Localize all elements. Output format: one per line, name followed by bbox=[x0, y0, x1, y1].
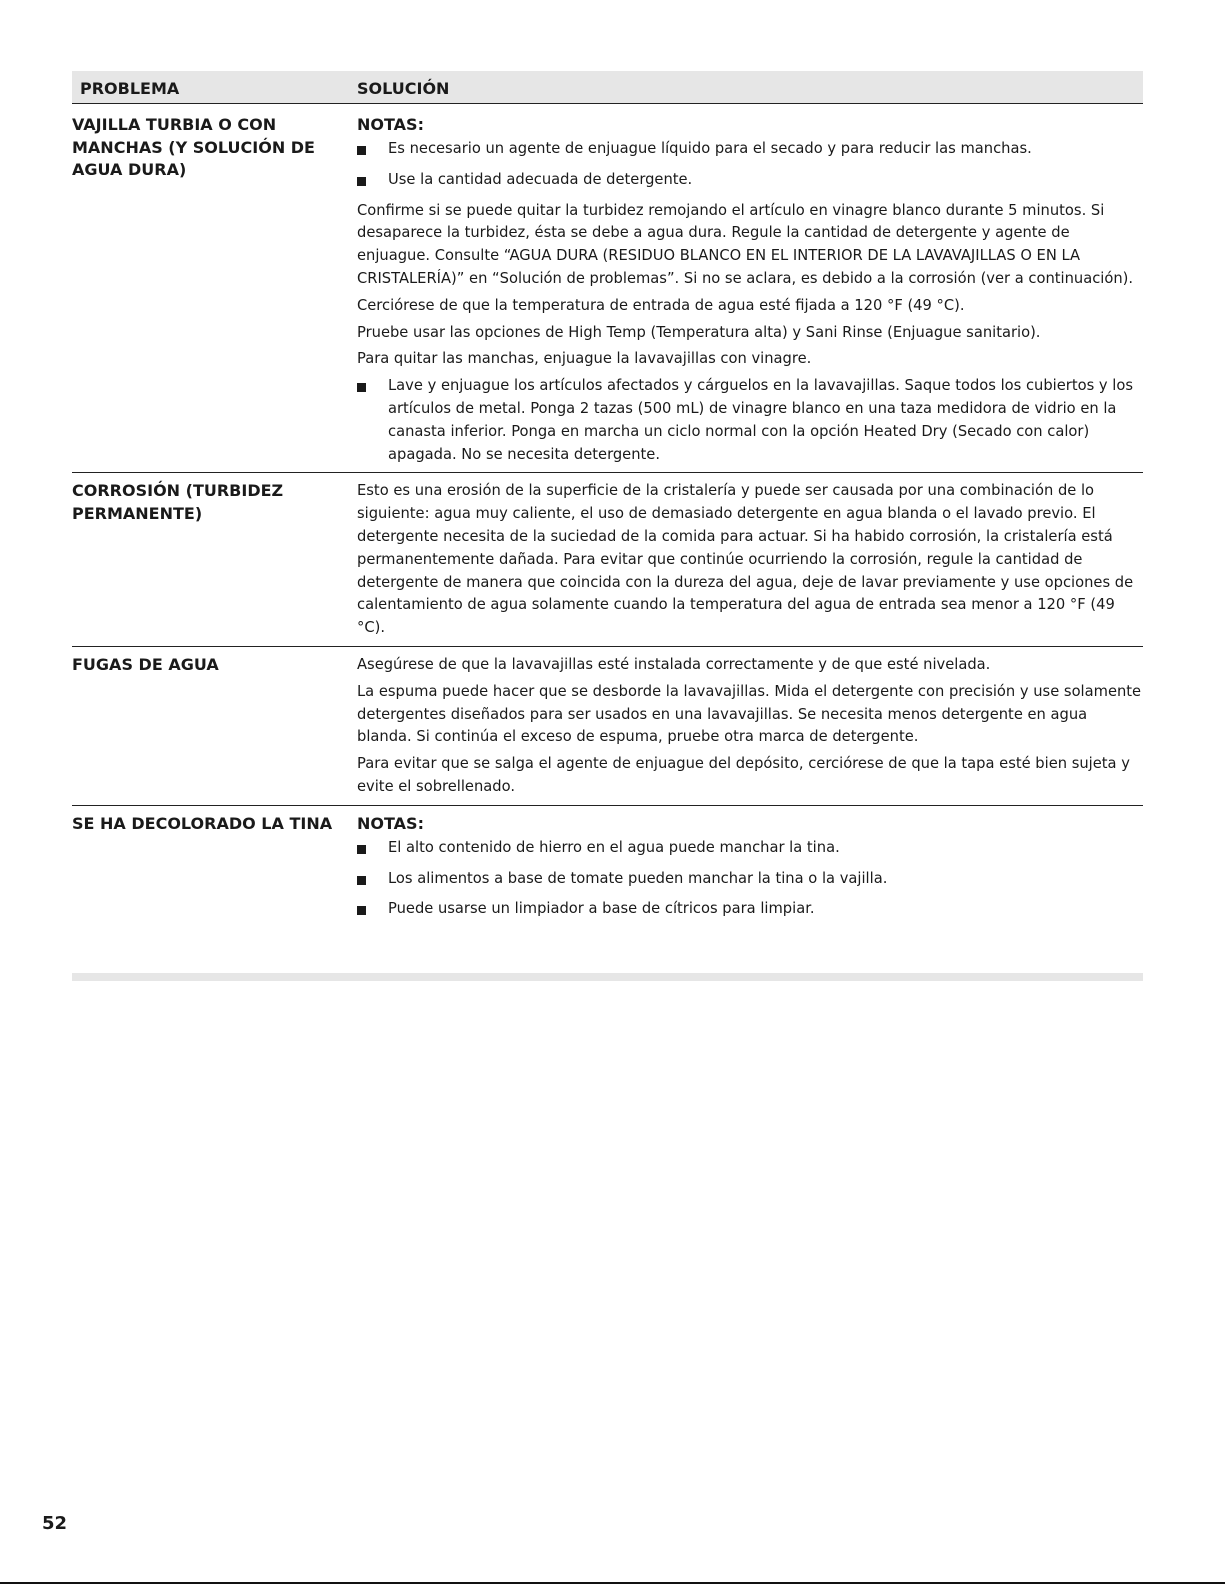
problem-cell: FUGAS DE AGUA bbox=[72, 654, 219, 674]
table-bottom-band bbox=[72, 973, 1143, 981]
list-item: Lave y enjuague los artículos afectados y cárguelos en la lavavajillas. Saque todos los cubiertos y los artículos de metal. Ponga 2 tazas (500 mL) de vinagre blanco en una taza medidora de vidrio en la canasta inferior. Ponga en marcha un ciclo normal con la opción Heated Dry (Secado con calor) apagada. No se necesita detergente. bbox=[357, 375, 1143, 466]
list-item: Use la cantidad adecuada de detergente. bbox=[357, 169, 1143, 192]
page-number: 52 bbox=[42, 1513, 68, 1534]
notes-label: NOTAS: bbox=[357, 813, 424, 833]
solution-cell bbox=[357, 114, 1143, 466]
paragraph: Para evitar que se salga el agente de enjuague del depósito, cerciórese de que la tapa esté bien sujeta y evite el sobrellenado. bbox=[357, 755, 1130, 795]
paragraph: Asegúrese de que la lavavajillas esté instalada correctamente y de que esté nivelada. bbox=[357, 655, 991, 673]
page-bottom-rule bbox=[0, 1582, 1225, 1584]
bullet-list bbox=[357, 837, 1143, 921]
solution-cell bbox=[357, 654, 1143, 799]
paragraph: Confirme si se puede quitar la turbidez remojando el artículo en vinagre blanco durante 5 minutos. Si desaparece la turbidez, ésta se debe a agua dura. Regule la cantidad de detergente y agente de enjuague. Consulte “AGUA DURA (RESIDUO BLANCO EN EL INTERIOR DE LA LAVAVAJILLAS O EN LA CRISTALERÍA)” en “Solución de problemas”. Si no se aclara, es debido a la corrosión (ver a continuación). bbox=[357, 201, 1134, 287]
problem-cell: CORROSIÓN (TURBIDEZ PERMANENTE) bbox=[72, 481, 284, 523]
paragraph: La espuma puede hacer que se desborde la lavavajillas. Mida el detergente con precisión y use solamente detergentes diseñados para ser usados en una lavavajillas. Se necesita menos detergente en agua blanda. Si continúa el exceso de espuma, pruebe otra marca de detergente. bbox=[357, 682, 1142, 746]
table-header bbox=[72, 71, 1143, 104]
table-row bbox=[72, 806, 1143, 923]
list-item: El alto contenido de hierro en el agua puede manchar la tina. bbox=[357, 837, 1143, 860]
table-row bbox=[72, 104, 1143, 473]
list-item: Puede usarse un limpiador a base de cítricos para limpiar. bbox=[357, 898, 1143, 921]
paragraph: Pruebe usar las opciones de High Temp (Temperatura alta) y Sani Rinse (Enjuague sanitario). bbox=[357, 323, 1041, 341]
problem-cell: SE HA DECOLORADO LA TINA bbox=[72, 813, 333, 833]
problem-cell: VAJILLA TURBIA O CON MANCHAS (Y SOLUCIÓN DE AGUA DURA) bbox=[72, 115, 315, 179]
paragraph: Esto es una erosión de la superficie de la cristalería y puede ser causada por una combinación de lo siguiente: agua muy caliente, el uso de demasiado detergente en agua blanda o el lavado previo. El detergente necesita de la suciedad de la comida para actuar. Si ha habido corrosión, la cristalería está permanentemente dañada. Para evitar que continúe ocurriendo la corrosión, regule la cantidad de detergente de manera que coincida con la dureza del agua, deje de lavar previamente y use opciones de calentamiento de agua solamente cuando la temperatura del agua de entrada sea menor a 120 °F (49 °C). bbox=[357, 482, 1134, 637]
solution-cell bbox=[357, 813, 1143, 921]
paragraph: Para quitar las manchas, enjuague la lavavajillas con vinagre. bbox=[357, 350, 812, 368]
paragraph: Cerciórese de que la temperatura de entrada de agua esté fijada a 120 °F (49 °C). bbox=[357, 296, 965, 314]
solution-cell bbox=[357, 480, 1143, 640]
table-row bbox=[72, 473, 1143, 647]
table-row bbox=[72, 647, 1143, 806]
solution-column-header: SOLUCIÓN bbox=[357, 79, 450, 98]
problem-column-header: PROBLEMA bbox=[80, 79, 180, 98]
list-item: Los alimentos a base de tomate pueden manchar la tina o la vajilla. bbox=[357, 868, 1143, 891]
notes-label: NOTAS: bbox=[357, 115, 424, 134]
bullet-list bbox=[357, 375, 1143, 466]
troubleshooting-table bbox=[72, 71, 1143, 923]
list-item: Es necesario un agente de enjuague líquido para el secado y para reducir las manchas. bbox=[357, 138, 1143, 161]
bullet-list bbox=[357, 138, 1143, 192]
